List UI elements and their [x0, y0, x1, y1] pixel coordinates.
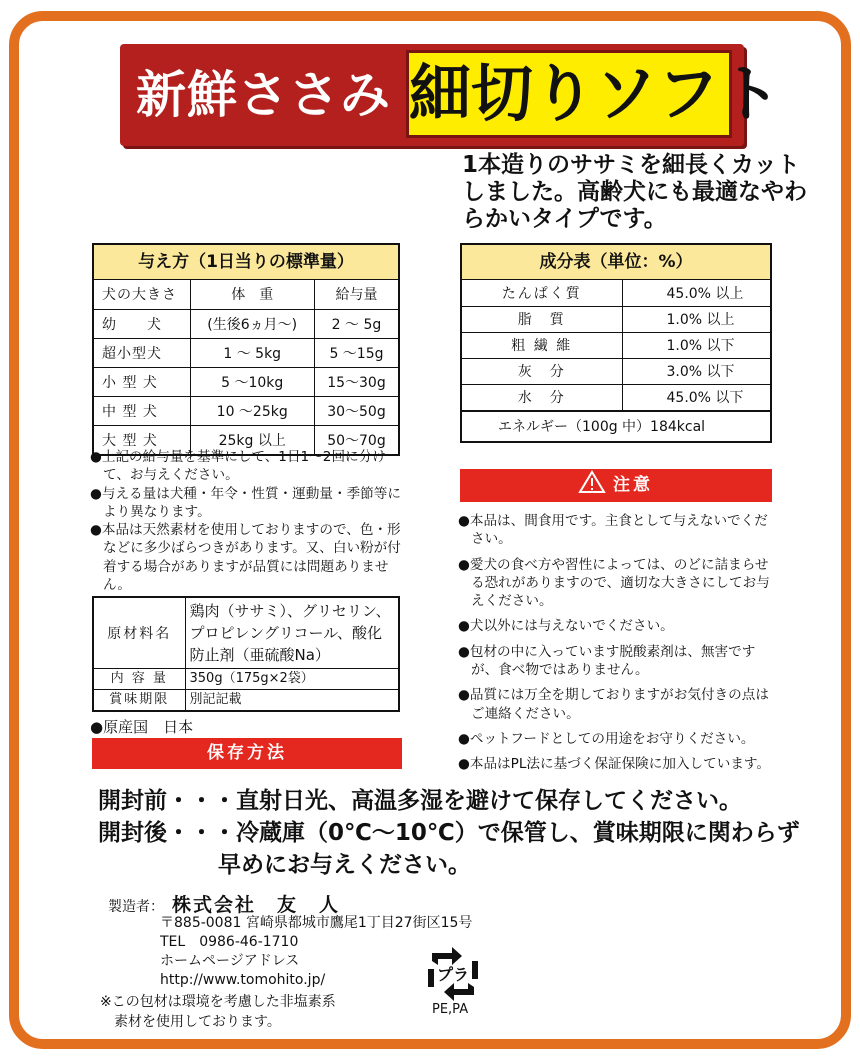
ingredients-table	[92, 596, 400, 712]
environment-note-line: ※この包材は環境を考慮した非塩素系	[100, 994, 336, 1010]
table-cell: 粗 繊 維	[462, 332, 622, 358]
table-row	[462, 306, 770, 332]
manufacturer-address: 〒885-0081 宮崎県都城市鷹尾1丁目27街区15号	[160, 915, 473, 931]
manufacturer	[108, 890, 340, 917]
recycle-mark-label: プラ	[436, 965, 470, 984]
table-cell: 10 〜25kg	[190, 396, 314, 425]
packaging-material: PE,PA	[432, 1002, 469, 1017]
storage-instructions	[98, 785, 798, 881]
content-value: 350g（175g×2袋）	[185, 669, 399, 690]
caution-header-bar	[460, 469, 772, 502]
storage-before-opening: 開封前・・・直射日光、高温多湿を避けて保存してください。	[98, 788, 742, 814]
table-cell: (生後6ヵ月〜)	[190, 309, 314, 338]
caution-header-label: 注意	[613, 475, 653, 495]
intro-text	[462, 152, 807, 233]
caution-item: ●包材の中に入っています脱酸素剤は、無害ですが、食べ物ではありません。	[458, 643, 756, 679]
table-cell: 幼 犬	[94, 309, 190, 338]
table-row	[94, 396, 398, 425]
table-cell: 脂 質	[462, 306, 622, 332]
caution-item: ●本品はPL法に基づく保証保険に加入しています。	[458, 756, 771, 773]
caution-notes	[458, 512, 774, 781]
table-row	[93, 669, 399, 690]
table-cell: 25kg 以上	[190, 425, 314, 454]
table-cell: 50〜70g	[314, 425, 398, 454]
column-header: 体 重	[190, 280, 314, 309]
table-row	[93, 597, 399, 669]
homepage-label: ホームページアドレス	[160, 953, 300, 969]
plastic-recycle-icon	[422, 943, 484, 1005]
feeding-table	[92, 243, 400, 456]
note-item: ●与える量は犬種・年令・性質・運動量・季節等により異なります。	[90, 485, 401, 520]
title-product-name: 新鮮ささみ	[136, 66, 391, 124]
ingredients-label: 原材料名	[93, 597, 185, 669]
table-row	[462, 280, 770, 306]
storage-header-bar: 保存方法	[92, 738, 402, 769]
content-label: 内 容 量	[93, 669, 185, 690]
table-cell: 灰 分	[462, 358, 622, 384]
caution-item: ●本品は、間食用です。主食として与えないでください。	[458, 513, 768, 548]
table-cell: 大 型 犬	[94, 425, 190, 454]
table-cell: 45.0% 以下	[622, 384, 770, 410]
feeding-table-header: 与え方（1日当りの標準量）	[94, 245, 398, 280]
table-cell: 15〜30g	[314, 367, 398, 396]
energy-value: エネルギー（100g 中）184kcal	[462, 411, 770, 441]
table-cell: 30〜50g	[314, 396, 398, 425]
table-row	[462, 332, 770, 358]
ingredients-value: 鶏肉（ササミ）、グリセリン、プロピレングリコール、酸化防止剤（亜硫酸Na）	[185, 597, 399, 669]
homepage-url: http://www.tomohito.jp/	[160, 972, 326, 988]
caution-item: ●愛犬の食べ方や習性によっては、のどに詰まらせる恐れがありますので、適切な大きさにしてお与えください。	[458, 556, 770, 610]
table-cell: 5 〜15g	[314, 338, 398, 367]
storage-after-opening: 開封後・・・冷蔵庫（0℃〜10℃）で保管し、賞味期限に関わらず	[98, 820, 800, 846]
table-cell: 小 型 犬	[94, 367, 190, 396]
expiry-label: 賞味期限	[93, 690, 185, 712]
table-cell: 1 〜 5kg	[190, 338, 314, 367]
composition-table	[460, 243, 772, 443]
intro-line: らかいタイプです。	[462, 206, 667, 232]
column-header: 給与量	[314, 280, 398, 309]
table-cell: 3.0% 以下	[622, 358, 770, 384]
table-cell: 超小型犬	[94, 338, 190, 367]
environment-note	[100, 992, 336, 1032]
caution-item: ●犬以外には与えないでください。	[458, 618, 674, 635]
manufacturer-label: 製造者：	[108, 899, 164, 915]
table-cell: 1.0% 以下	[622, 332, 770, 358]
table-cell: 2 〜 5g	[314, 309, 398, 338]
table-row	[94, 280, 398, 309]
table-row	[94, 309, 398, 338]
country-of-origin: ●原産国 日本	[90, 718, 194, 736]
table-row	[93, 690, 399, 712]
note-item: ●本品は天然素材を使用しておりますので、色・形などに多少ばらつきがあります。又、白い粉が付着する場合がありますが品質には問題ありません。	[90, 522, 401, 594]
environment-note-line: 素材を使用しております。	[100, 1014, 281, 1030]
table-cell: 水 分	[462, 384, 622, 410]
manufacturer-name: 株式会社 友 人	[172, 894, 341, 916]
table-cell: 5 〜10kg	[190, 367, 314, 396]
feeding-notes	[90, 448, 410, 594]
table-cell: たんぱく質	[462, 280, 622, 306]
title-banner	[120, 44, 782, 146]
intro-line: 1本造りのササミを細長くカット	[462, 152, 800, 178]
composition-header: 成分表（単位：%）	[462, 245, 770, 280]
caution-item: ●品質には万全を期しておりますがお気付きの点はご連絡ください。	[458, 687, 769, 722]
table-row	[94, 367, 398, 396]
intro-line: しました。高齢犬にも最適なやわ	[462, 179, 807, 205]
warning-icon	[579, 471, 605, 493]
caution-item: ●ペットフードとしての用途をお守りください。	[458, 730, 755, 747]
table-row	[462, 358, 770, 384]
column-header: 犬の大きさ	[94, 280, 190, 309]
table-cell: 中 型 犬	[94, 396, 190, 425]
table-row	[94, 338, 398, 367]
table-cell: 1.0% 以上	[622, 306, 770, 332]
storage-after-opening-cont: 早めにお与えください。	[218, 852, 471, 878]
table-cell: 45.0% 以上	[622, 280, 770, 306]
table-row	[462, 384, 770, 410]
expiry-value: 別記記載	[185, 690, 399, 712]
title-product-type: 細切りソフト	[406, 50, 732, 138]
note-item: ●上記の給与量を基準にして、1日1〜2回に分けて、お与えください。	[90, 449, 386, 484]
manufacturer-tel: TEL 0986-46-1710	[160, 934, 299, 950]
